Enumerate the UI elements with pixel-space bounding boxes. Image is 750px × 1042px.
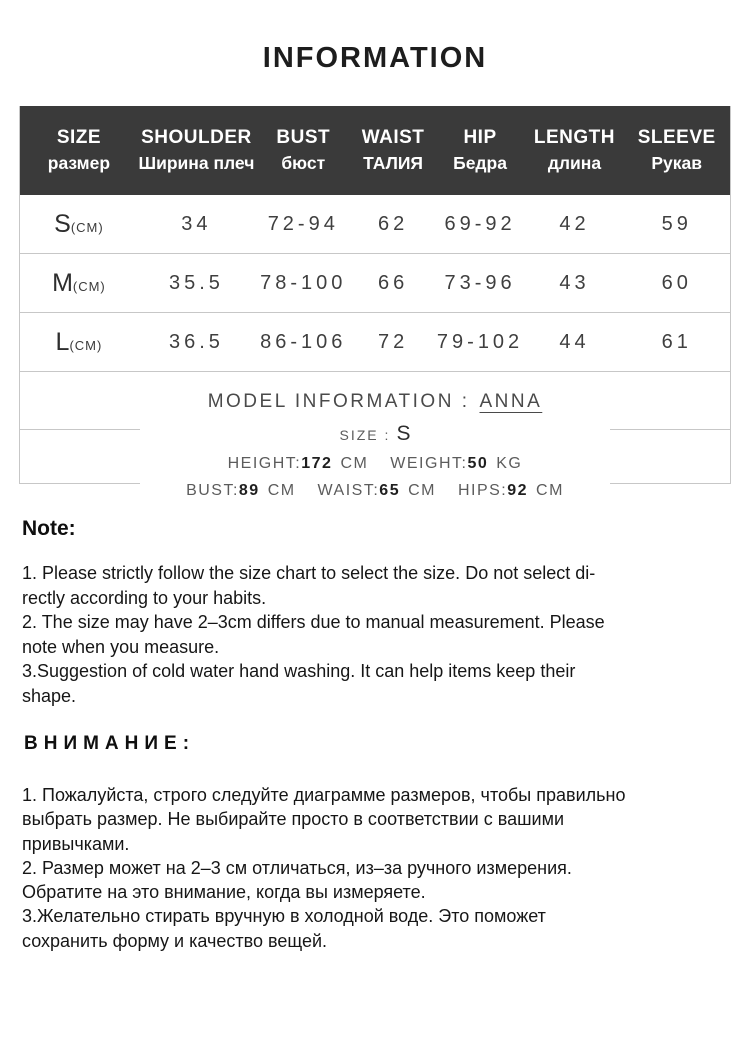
note-ru-line: сохранить форму и качество вещей. — [22, 930, 328, 951]
cell-l-waist: 72 — [377, 330, 409, 353]
cell-m-length: 43 — [559, 271, 590, 294]
model-hips: HIPS:92 CM — [457, 482, 564, 499]
cell-s-waist: 62 — [377, 212, 409, 235]
cell-m-hip: 73-96 — [444, 271, 516, 294]
column-header-bust — [255, 127, 352, 174]
size-label-l: L(CM) — [55, 327, 103, 356]
cell-l-hip: 79-102 — [436, 330, 524, 353]
note-en-line: note when you measure. — [22, 636, 220, 657]
column-header-waist-en: WAIST — [361, 127, 425, 148]
table-row-size-l — [20, 312, 730, 371]
cell-m-waist: 66 — [377, 271, 409, 294]
column-header-shoulder — [138, 127, 255, 174]
column-header-sleeve — [623, 127, 730, 174]
size-chart — [19, 106, 731, 499]
model-weight: WEIGHT:50 KG — [390, 455, 523, 472]
note-en-line: 1. Please strictly follow the size chart to select the size. Do not select di- — [22, 563, 596, 583]
column-header-length-ru: длина — [547, 153, 602, 173]
cell-l-bust: 86-106 — [260, 330, 347, 353]
model-waist: WAIST:65 CM — [317, 482, 436, 499]
size-info-page — [0, 42, 750, 953]
model-height: HEIGHT:172 CM — [227, 455, 369, 472]
column-header-waist — [352, 127, 435, 174]
note-en-line: shape. — [22, 685, 77, 706]
column-header-size-en: SIZE — [56, 127, 102, 148]
column-header-hip-ru: Бедра — [453, 153, 507, 173]
column-header-shoulder-ru: Ширина плеч — [138, 153, 255, 173]
column-header-size-ru: размер — [47, 153, 111, 173]
model-size-label: SIZE : — [339, 427, 391, 443]
size-chart-header-row — [20, 106, 730, 195]
table-row-size-s — [20, 195, 730, 253]
column-header-waist-ru: ТАЛИЯ — [363, 153, 424, 173]
cell-l-sleeve: 61 — [661, 330, 692, 353]
note-heading-en: Note: — [22, 517, 76, 540]
model-stats-line-1 — [140, 455, 610, 473]
cell-s-shoulder: 34 — [181, 212, 212, 235]
note-en-line: 2. The size may have 2–3cm differs due to manual measurement. Please — [22, 612, 605, 632]
column-header-bust-en: BUST — [276, 127, 331, 148]
column-header-length — [525, 127, 623, 174]
note-ru-line: Обратите на это внимание, когда вы измеряете. — [22, 882, 426, 903]
model-size-value: S — [396, 422, 411, 445]
column-header-size — [20, 127, 138, 174]
cell-m-bust: 78-100 — [260, 271, 347, 294]
column-header-hip — [435, 127, 526, 174]
cell-s-hip: 69-92 — [444, 212, 516, 235]
cell-s-length: 42 — [559, 212, 590, 235]
notes-ru — [22, 783, 750, 953]
note-ru-line: 3.Желательно стирать вручную в холодной воде. Это поможет — [22, 906, 546, 927]
table-row-size-m — [20, 253, 730, 312]
cell-m-shoulder: 35.5 — [168, 271, 224, 294]
cell-s-bust: 72-94 — [267, 212, 339, 235]
note-ru-line: 1. Пожалуйста, строго следуйте диаграмме размеров, чтобы правильно — [22, 785, 626, 805]
size-label-m: M(CM) — [52, 268, 106, 297]
model-bust: BUST:89 CM — [186, 482, 296, 499]
model-name: ANNA — [479, 391, 543, 412]
column-header-shoulder-en: SHOULDER — [141, 127, 252, 148]
column-header-bust-ru: бюст — [281, 153, 326, 173]
model-stats-line-2 — [140, 482, 610, 500]
note-ru-line: 2. Размер может на 2–3 см отличаться, из–за ручного измерения. — [22, 857, 572, 878]
notes-en — [22, 561, 750, 708]
note-en-line: rectly according to your habits. — [22, 587, 267, 608]
model-information — [140, 376, 610, 506]
column-header-length-en: LENGTH — [533, 127, 616, 148]
column-header-hip-en: HIP — [463, 127, 497, 148]
note-en-line: 3.Suggestion of cold water hand washing. It can help items keep their — [22, 661, 576, 681]
model-size-line — [140, 422, 610, 446]
cell-m-sleeve: 60 — [661, 271, 692, 294]
cell-l-shoulder: 36.5 — [168, 330, 224, 353]
note-ru-line: привычками. — [22, 833, 130, 854]
cell-s-sleeve: 59 — [661, 212, 692, 235]
cell-l-length: 44 — [559, 330, 590, 353]
column-header-sleeve-ru: Рукав — [651, 153, 703, 173]
note-heading-ru: ВНИМАНИЕ: — [24, 733, 196, 754]
column-header-sleeve-en: SLEEVE — [637, 127, 716, 148]
page-title: INFORMATION — [262, 42, 488, 74]
size-label-s: S(CM) — [54, 209, 104, 238]
note-ru-line: выбрать размер. Не выбирайте просто в соответствии с вашими — [22, 809, 565, 830]
model-title-line — [140, 391, 610, 413]
model-title-label: MODEL INFORMATION : — [207, 391, 470, 412]
